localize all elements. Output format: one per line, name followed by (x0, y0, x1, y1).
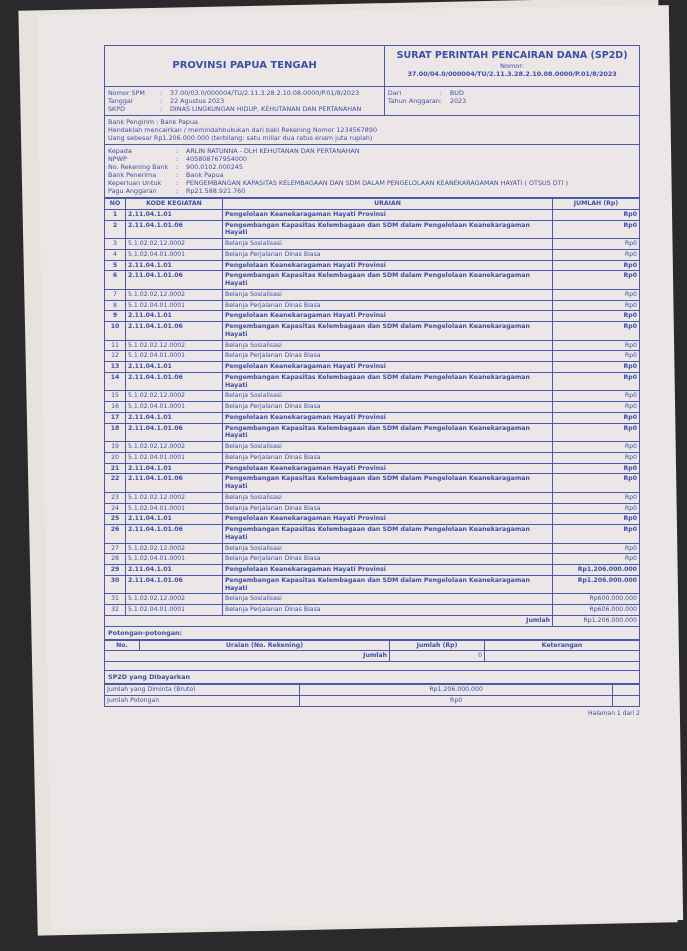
row-jumlah: Rp0 (553, 362, 640, 373)
recipient-field (108, 187, 636, 195)
nomor-label: Nomor: (500, 61, 525, 70)
row-uraian: Pengembangan Kapasitas Kelembagaan dan SDM dalam Pengelolaan Keanekaragaman Hayati (223, 322, 553, 341)
row-uraian: Belanja Sosialisasi (223, 391, 553, 402)
meta-colon: : (439, 97, 443, 105)
row-uraian: Pengelolaan Keanekaragaman Hayati Provinsi (223, 311, 553, 322)
row-jumlah: Rp0 (553, 442, 640, 453)
row-uraian: Belanja Sosialisasi (223, 289, 553, 300)
row-jumlah: Rp0 (553, 423, 640, 442)
dibayarkan-key: Jumlah Potongan (105, 695, 300, 706)
recipient-field-value: Rp21.588.921.760 (186, 187, 246, 195)
row-jumlah: Rp1.206.000.000 (553, 575, 640, 594)
document-header (104, 45, 640, 87)
meta-colon: : (160, 89, 163, 97)
spacer (104, 662, 640, 671)
recipient-field-key: Keperluan Untuk (108, 179, 162, 187)
row-kode: 2.11.04.1.01 (126, 260, 223, 271)
row-uraian: Belanja Sosialisasi (223, 594, 553, 605)
row-uraian: Pengembangan Kapasitas Kelembagaan dan SDM dalam Pengelolaan Keanekaragaman Hayati (223, 220, 553, 239)
meta-field-value: BUD (449, 89, 464, 97)
bank-sender: Bank Pengirim : Bank Papua (108, 118, 198, 126)
recipient-field (108, 179, 636, 187)
row-kode: 2.11.04.1.01.06 (126, 423, 223, 442)
dibayarkan-value: Rp0 (300, 695, 613, 706)
table-row (105, 340, 640, 351)
table-row (105, 442, 640, 453)
row-uraian: Pengelolaan Keanekaragaman Hayati Provinsi (223, 514, 553, 525)
row-jumlah: Rp0 (553, 300, 640, 311)
potongan-header-row (105, 640, 640, 651)
row-no: 22 (105, 474, 126, 493)
row-no: 5 (105, 260, 126, 271)
recipient-colon: : (176, 155, 179, 163)
row-kode: 5.1.02.02.12.0002 (126, 442, 223, 453)
col-uraian: URAIAN (223, 199, 553, 210)
row-uraian: Pengembangan Kapasitas Kelembagaan dan SDM dalam Pengelolaan Keanekaragaman Hayati (223, 271, 553, 290)
dibayarkan-value: Rp1.206.000.000 (300, 685, 613, 696)
row-kode: 5.1.02.04.01.0001 (126, 402, 223, 413)
meta-field (108, 97, 381, 105)
row-uraian: Pengelolaan Keanekaragaman Hayati Provinsi (223, 260, 553, 271)
row-jumlah: Rp0 (553, 474, 640, 493)
row-kode: 2.11.04.1.01.06 (126, 525, 223, 544)
table-row (105, 271, 640, 290)
row-no: 26 (105, 525, 126, 544)
table-total-row (105, 615, 640, 626)
row-uraian: Belanja Perjalanan Dinas Biasa (223, 554, 553, 565)
bank-instruction: Hendaklah mencairkan / memindahbukukan dari baki Rekening Nomor 1234567890 (108, 126, 378, 134)
row-no: 11 (105, 340, 126, 351)
table-row (105, 594, 640, 605)
row-kode: 5.1.02.04.01.0001 (126, 452, 223, 463)
row-jumlah: Rp1.206.000.000 (553, 565, 640, 576)
row-jumlah: Rp0 (553, 391, 640, 402)
table-row (105, 474, 640, 493)
row-kode: 2.11.04.1.01 (126, 311, 223, 322)
sp2d-document (104, 45, 640, 717)
table-row (105, 322, 640, 341)
table-row (105, 423, 640, 442)
dibayarkan-row (105, 695, 640, 706)
row-kode: 2.11.04.1.01.06 (126, 271, 223, 290)
meta-left (105, 87, 385, 115)
recipient-field (108, 163, 636, 171)
table-row (105, 554, 640, 565)
recipient-colon: : (176, 171, 179, 179)
recipient-field-key: Pagu Anggaran (108, 187, 157, 195)
row-kode: 5.1.02.04.01.0001 (126, 605, 223, 616)
row-uraian: Pengelolaan Keanekaragaman Hayati Provinsi (223, 463, 553, 474)
col-jumlah: JUMLAH (Rp) (553, 199, 640, 210)
meta-colon: : (160, 105, 163, 113)
row-kode: 2.11.04.1.01.06 (126, 372, 223, 391)
row-kode: 5.1.02.04.01.0001 (126, 249, 223, 260)
row-kode: 5.1.02.02.12.0002 (126, 289, 223, 300)
row-no: 16 (105, 402, 126, 413)
bank-section (104, 116, 640, 145)
row-no: 28 (105, 554, 126, 565)
recipient-field-key: Kepada (108, 147, 132, 155)
table-row (105, 525, 640, 544)
row-jumlah: Rp0 (553, 543, 640, 554)
table-row (105, 463, 640, 474)
row-uraian: Belanja Perjalanan Dinas Biasa (223, 503, 553, 514)
row-no: 3 (105, 239, 126, 250)
row-kode: 2.11.04.1.01 (126, 209, 223, 220)
row-kode: 5.1.02.02.12.0002 (126, 594, 223, 605)
meta-field-value: 2023 (449, 97, 467, 105)
dibayarkan-key: Jumlah yang Diminta (Bruto) (105, 685, 300, 696)
table-row (105, 249, 640, 260)
meta-field-key: Nomor SPM (108, 89, 145, 97)
table-row (105, 260, 640, 271)
meta-field (388, 89, 636, 97)
row-uraian: Belanja Sosialisasi (223, 239, 553, 250)
row-jumlah: Rp0 (553, 209, 640, 220)
row-kode: 2.11.04.1.01 (126, 565, 223, 576)
row-jumlah: Rp0 (553, 402, 640, 413)
row-no: 29 (105, 565, 126, 576)
recipient-field-value: ARLIN RATUNNA - DLH KEHUTANAN DAN PERTANAHAN (186, 147, 360, 155)
row-jumlah: Rp0 (553, 220, 640, 239)
row-no: 2 (105, 220, 126, 239)
meta-field (388, 97, 636, 105)
meta-field (108, 105, 381, 113)
dibayarkan-empty (613, 695, 640, 706)
potongan-jumlah-value: 0 (390, 651, 485, 662)
col-kode: KODE KEGIATAN (126, 199, 223, 210)
activity-table (104, 198, 640, 627)
row-uraian: Belanja Sosialisasi (223, 492, 553, 503)
potongan-title: Potongan-potongan: (104, 627, 640, 640)
row-jumlah: Rp0 (553, 452, 640, 463)
potongan-col-keterangan: Keterangan (485, 640, 640, 651)
table-row (105, 605, 640, 616)
table-header-row (105, 199, 640, 210)
potongan-keterangan-cell (485, 651, 640, 662)
row-uraian: Belanja Sosialisasi (223, 442, 553, 453)
row-jumlah: Rp0 (553, 525, 640, 544)
row-no: 24 (105, 503, 126, 514)
row-uraian: Belanja Perjalanan Dinas Biasa (223, 351, 553, 362)
row-no: 15 (105, 391, 126, 402)
row-kode: 2.11.04.1.01.06 (126, 220, 223, 239)
recipient-field-key: No. Rekening Bank (108, 163, 169, 171)
row-jumlah: Rp0 (553, 322, 640, 341)
row-uraian: Pengembangan Kapasitas Kelembagaan dan SDM dalam Pengelolaan Keanekaragaman Hayati (223, 525, 553, 544)
row-no: 32 (105, 605, 126, 616)
row-kode: 5.1.02.02.12.0002 (126, 239, 223, 250)
row-uraian: Belanja Sosialisasi (223, 543, 553, 554)
row-kode: 2.11.04.1.01 (126, 463, 223, 474)
recipient-field (108, 147, 636, 155)
row-kode: 5.1.02.04.01.0001 (126, 554, 223, 565)
page-number: Halaman 1 dari 2 (588, 709, 640, 717)
dibayarkan-empty (613, 685, 640, 696)
row-jumlah: Rp0 (553, 249, 640, 260)
row-uraian: Belanja Perjalanan Dinas Biasa (223, 605, 553, 616)
row-uraian: Belanja Sosialisasi (223, 340, 553, 351)
row-kode: 5.1.02.04.01.0001 (126, 300, 223, 311)
recipient-field-value: 900.0102.000245 (186, 163, 243, 171)
recipient-colon: : (176, 179, 179, 187)
table-row (105, 239, 640, 250)
row-no: 8 (105, 300, 126, 311)
meta-field-value: 22 Agustus 2023 (170, 97, 225, 105)
table-row (105, 565, 640, 576)
row-no: 23 (105, 492, 126, 503)
row-kode: 5.1.02.02.12.0002 (126, 492, 223, 503)
row-jumlah: Rp0 (553, 412, 640, 423)
table-row (105, 220, 640, 239)
row-jumlah: Rp0 (553, 492, 640, 503)
potongan-table (104, 640, 640, 663)
table-row (105, 289, 640, 300)
row-no: 18 (105, 423, 126, 442)
table-row (105, 351, 640, 362)
row-kode: 5.1.02.02.12.0002 (126, 391, 223, 402)
recipient-section (104, 145, 640, 198)
recipient-field-value: 405808767954000 (186, 155, 247, 163)
recipient-field-value: PENGEMBANGAN KAPASITAS KELEMBAGAAN DAN SDM DALAM PENGELOLAAN KEANEKARAGAMAN HAYATI ( OTSUS DTI ) (186, 179, 569, 187)
meta-field-key: Dari (387, 89, 402, 97)
meta-colon: : (160, 97, 163, 105)
sp2d-title: SURAT PERINTAH PENCAIRAN DANA (SP2D) (396, 50, 628, 61)
row-no: 13 (105, 362, 126, 373)
table-row (105, 575, 640, 594)
dibayarkan-table (104, 684, 640, 707)
row-jumlah: Rp600.000.000 (553, 594, 640, 605)
row-jumlah: Rp0 (553, 351, 640, 362)
meta-field-key: Tahun Anggaran (387, 97, 440, 105)
recipient-field-key: NPWP (108, 155, 127, 163)
row-kode: 5.1.02.04.01.0001 (126, 351, 223, 362)
table-row (105, 452, 640, 463)
row-no: 31 (105, 594, 126, 605)
row-no: 1 (105, 209, 126, 220)
sp2d-title-block (385, 46, 639, 86)
table-row (105, 402, 640, 413)
row-no: 19 (105, 442, 126, 453)
row-uraian: Belanja Perjalanan Dinas Biasa (223, 300, 553, 311)
potongan-col-no: No. (105, 640, 140, 651)
dibayarkan-row (105, 685, 640, 696)
row-jumlah: Rp0 (553, 271, 640, 290)
meta-field-key: Tanggal (108, 97, 133, 105)
col-no: NO (105, 199, 126, 210)
row-kode: 2.11.04.1.01 (126, 412, 223, 423)
row-no: 17 (105, 412, 126, 423)
row-jumlah: Rp0 (553, 260, 640, 271)
table-row (105, 514, 640, 525)
table-row (105, 543, 640, 554)
row-kode: 2.11.04.1.01.06 (126, 575, 223, 594)
recipient-field (108, 155, 636, 163)
row-jumlah: Rp0 (553, 340, 640, 351)
recipient-colon: : (176, 187, 179, 195)
row-uraian: Pengembangan Kapasitas Kelembagaan dan SDM dalam Pengelolaan Keanekaragaman Hayati (223, 372, 553, 391)
meta-field-value: DINAS LINGKUNGAN HIDUP, KEHUTANAN DAN PERTANAHAN (170, 105, 362, 113)
table-row (105, 492, 640, 503)
row-jumlah: Rp0 (553, 463, 640, 474)
row-jumlah: Rp0 (553, 289, 640, 300)
row-uraian: Pengembangan Kapasitas Kelembagaan dan SDM dalam Pengelolaan Keanekaragaman Hayati (223, 575, 553, 594)
row-uraian: Pengembangan Kapasitas Kelembagaan dan SDM dalam Pengelolaan Keanekaragaman Hayati (223, 423, 553, 442)
meta-field-key: SKPD (108, 105, 126, 113)
row-kode: 2.11.04.1.01 (126, 514, 223, 525)
meta-section (104, 87, 640, 116)
table-row (105, 311, 640, 322)
row-no: 10 (105, 322, 126, 341)
row-uraian: Belanja Perjalanan Dinas Biasa (223, 402, 553, 413)
row-jumlah: Rp0 (553, 554, 640, 565)
table-row (105, 209, 640, 220)
row-uraian: Belanja Perjalanan Dinas Biasa (223, 249, 553, 260)
table-row (105, 300, 640, 311)
recipient-field-value: Bank Papua (186, 171, 224, 179)
row-kode: 2.11.04.1.01.06 (126, 474, 223, 493)
row-uraian: Pengelolaan Keanekaragaman Hayati Provinsi (223, 209, 553, 220)
table-row (105, 391, 640, 402)
row-jumlah: Rp0 (553, 239, 640, 250)
table-row (105, 503, 640, 514)
row-jumlah: Rp0 (553, 514, 640, 525)
row-jumlah: Rp0 (553, 503, 640, 514)
row-jumlah: Rp606.000.000 (553, 605, 640, 616)
recipient-colon: : (176, 147, 179, 155)
row-no: 4 (105, 249, 126, 260)
table-row (105, 412, 640, 423)
recipient-field-key: Bank Penerima (108, 171, 157, 179)
row-uraian: Pengelolaan Keanekaragaman Hayati Provinsi (223, 412, 553, 423)
province-title: PROVINSI PAPUA TENGAH (105, 46, 385, 86)
row-no: 27 (105, 543, 126, 554)
bank-amount: Uang sebesar Rp1.206.000.000 (terbilang: satu miliar dua ratus enam juta rupiah) (108, 134, 373, 142)
potongan-total-row (105, 651, 640, 662)
row-uraian: Pengelolaan Keanekaragaman Hayati Provinsi (223, 565, 553, 576)
meta-right (385, 87, 639, 115)
row-uraian: Belanja Perjalanan Dinas Biasa (223, 452, 553, 463)
table-row (105, 372, 640, 391)
row-no: 12 (105, 351, 126, 362)
row-no: 30 (105, 575, 126, 594)
sp2d-number: 37.00/04.0/000004/TU/2.11.3.28.2.10.08.0000/P.01/8/2023 (407, 70, 617, 78)
meta-field (108, 89, 381, 97)
potongan-jumlah-label: Jumlah (105, 651, 390, 662)
row-uraian: Pengembangan Kapasitas Kelembagaan dan SDM dalam Pengelolaan Keanekaragaman Hayati (223, 474, 553, 493)
row-kode: 2.11.04.1.01.06 (126, 322, 223, 341)
row-no: 20 (105, 452, 126, 463)
row-no: 21 (105, 463, 126, 474)
dibayarkan-title: SP2D yang Dibayarkan (104, 671, 640, 684)
recipient-colon: : (176, 163, 179, 171)
table-row (105, 362, 640, 373)
meta-colon: : (439, 89, 443, 97)
row-no: 7 (105, 289, 126, 300)
meta-field-value: 37.00/03.0/000004/TU/2.11.3.28.2.10.08.0000/P.01/8/2023 (170, 89, 360, 97)
row-kode: 5.1.02.02.12.0002 (126, 543, 223, 554)
potongan-col-uraian: Uraian (No. Rekening) (140, 640, 390, 651)
total-value: Rp1.206.000.000 (553, 615, 640, 626)
row-jumlah: Rp0 (553, 311, 640, 322)
total-label: Jumlah (105, 615, 553, 626)
row-no: 25 (105, 514, 126, 525)
row-kode: 2.11.04.1.01 (126, 362, 223, 373)
row-no: 14 (105, 372, 126, 391)
row-kode: 5.1.02.04.01.0001 (126, 503, 223, 514)
row-kode: 5.1.02.02.12.0002 (126, 340, 223, 351)
recipient-field (108, 171, 636, 179)
row-jumlah: Rp0 (553, 372, 640, 391)
row-no: 6 (105, 271, 126, 290)
row-uraian: Pengelolaan Keanekaragaman Hayati Provinsi (223, 362, 553, 373)
row-no: 9 (105, 311, 126, 322)
potongan-col-jumlah: Jumlah (Rp) (390, 640, 485, 651)
